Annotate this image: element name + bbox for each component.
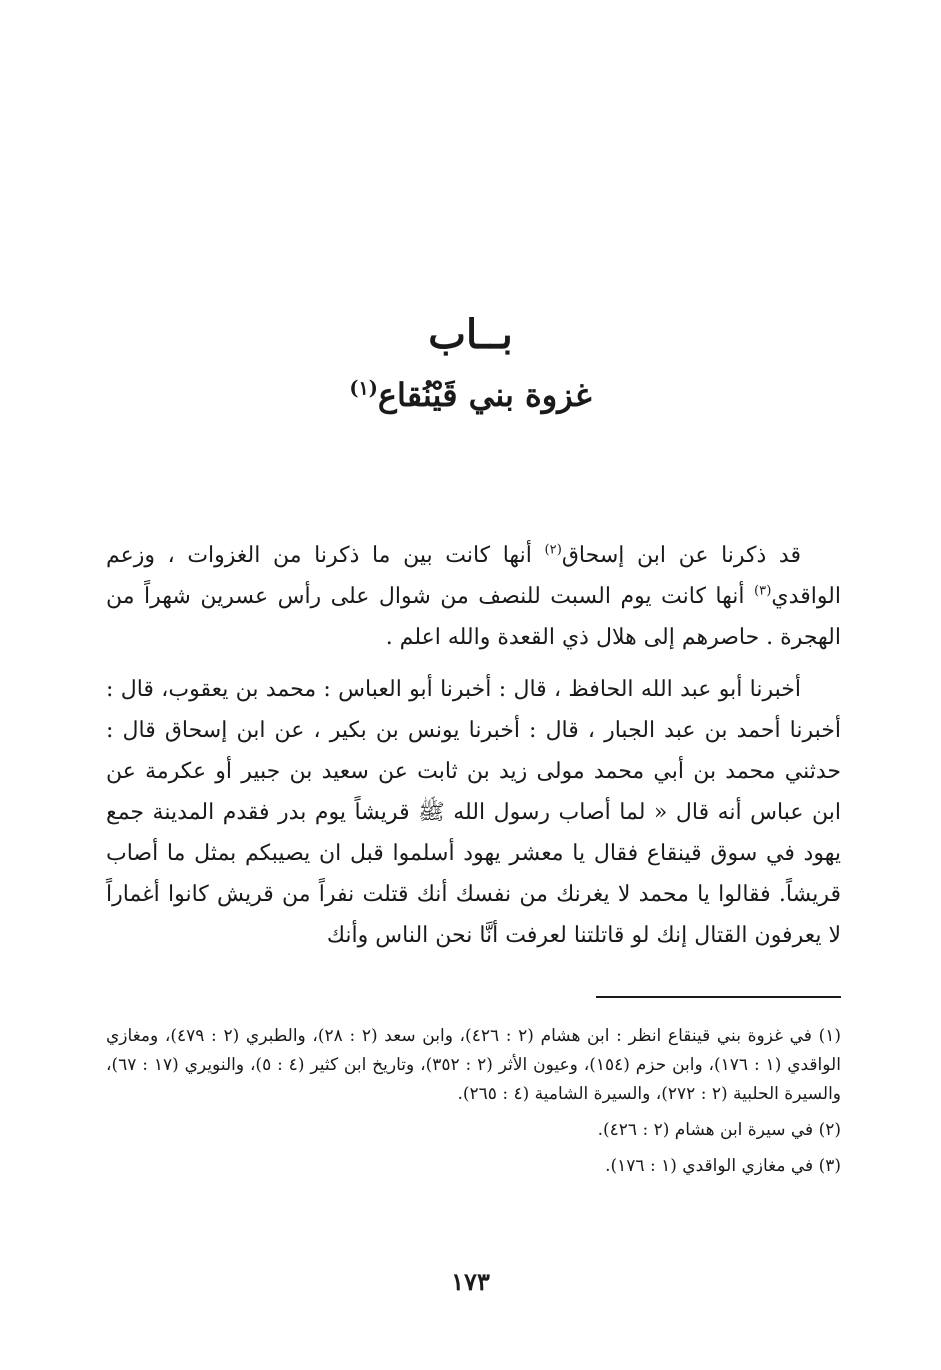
paragraph-intro-part-a: قد ذكرنا عن ابن إسحاق (561, 543, 801, 568)
footnote-ref-1: (١) (349, 376, 378, 400)
footnote-1: (١) في غزوة بني قينقاع انظر : ابن هشام (٢ : ٤٢٦)، وابن سعد (٢ : ٢٨)، والطبري (٢ : ٤٧٩)، ومغازي الواقدي (١ : ١٧٦)، وابن حزم (١٥٤)، وعيون الأثر (٢ : ٣٥٢)، وتاريخ ابن كثير (٤ : ٥)، والنويري (١٧ : ٦٧)، والسيرة الحلبية (٢ : ٢٧٢)، والسيرة الشامية (٤ : ٢٦٥). (106, 1026, 841, 1104)
page-number: ١٧٣ (451, 1267, 490, 1296)
footnote-separator (596, 996, 841, 998)
chapter-title-text: غزوة بني قَيْنُقاع (377, 376, 592, 414)
main-text (106, 535, 841, 967)
paragraph-narration: أخبرنا أبو عبد الله الحافظ ، قال : أخبرنا أبو العباس : محمد بن يعقوب، قال : أخبرنا أحمد بن عبد الجبار ، قال : أخبرنا يونس بن بكير ، عن ابن إسحاق قال : حدثني محمد بن أبي محمد مولى زيد بن ثابت عن سعيد بن جبير أو عكرمة عن ابن عباس أنه قال « لما أصاب رسول الله ﷺ قريشاً يوم بدر فقدم المدينة جمع يهود في سوق قينقاع فقال يا معشر يهود أسلموا قبل ان يصيبكم بمثل ما أصاب قريشاً. فقالوا يا محمد لا يغرنك من نفسك أنك قتلت نفراً من قريش كانوا أغماراً لا يعرفون القتال إنك لو قاتلتنا لعرفت أنَّا نحن الناس وأنك (106, 677, 841, 948)
paragraph-intro (106, 535, 841, 658)
footnotes (106, 1022, 841, 1188)
paragraph-intro-part-c: أنها كانت يوم السبت للنصف من شوال على رأس عسرين شهراً من الهجرة . حاصرهم إلى هلال ذي القعدة والله اعلم . (106, 584, 841, 650)
footnote-ref-2: (٢) (544, 542, 562, 558)
footnote-ref-3: (٣) (754, 583, 772, 599)
footnote-2: (٢) في سيرة ابن هشام (٢ : ٤٢٦). (597, 1120, 841, 1140)
footnote-3: (٣) في مغازي الواقدي (١ : ١٧٦). (605, 1156, 841, 1176)
chapter-label: بــاب (428, 311, 513, 358)
paragraph-intro-part-b: أنها كانت بين ما ذكرنا من الغزوات ، وزعم الواقدي (106, 543, 841, 609)
chapter-title (0, 370, 941, 420)
